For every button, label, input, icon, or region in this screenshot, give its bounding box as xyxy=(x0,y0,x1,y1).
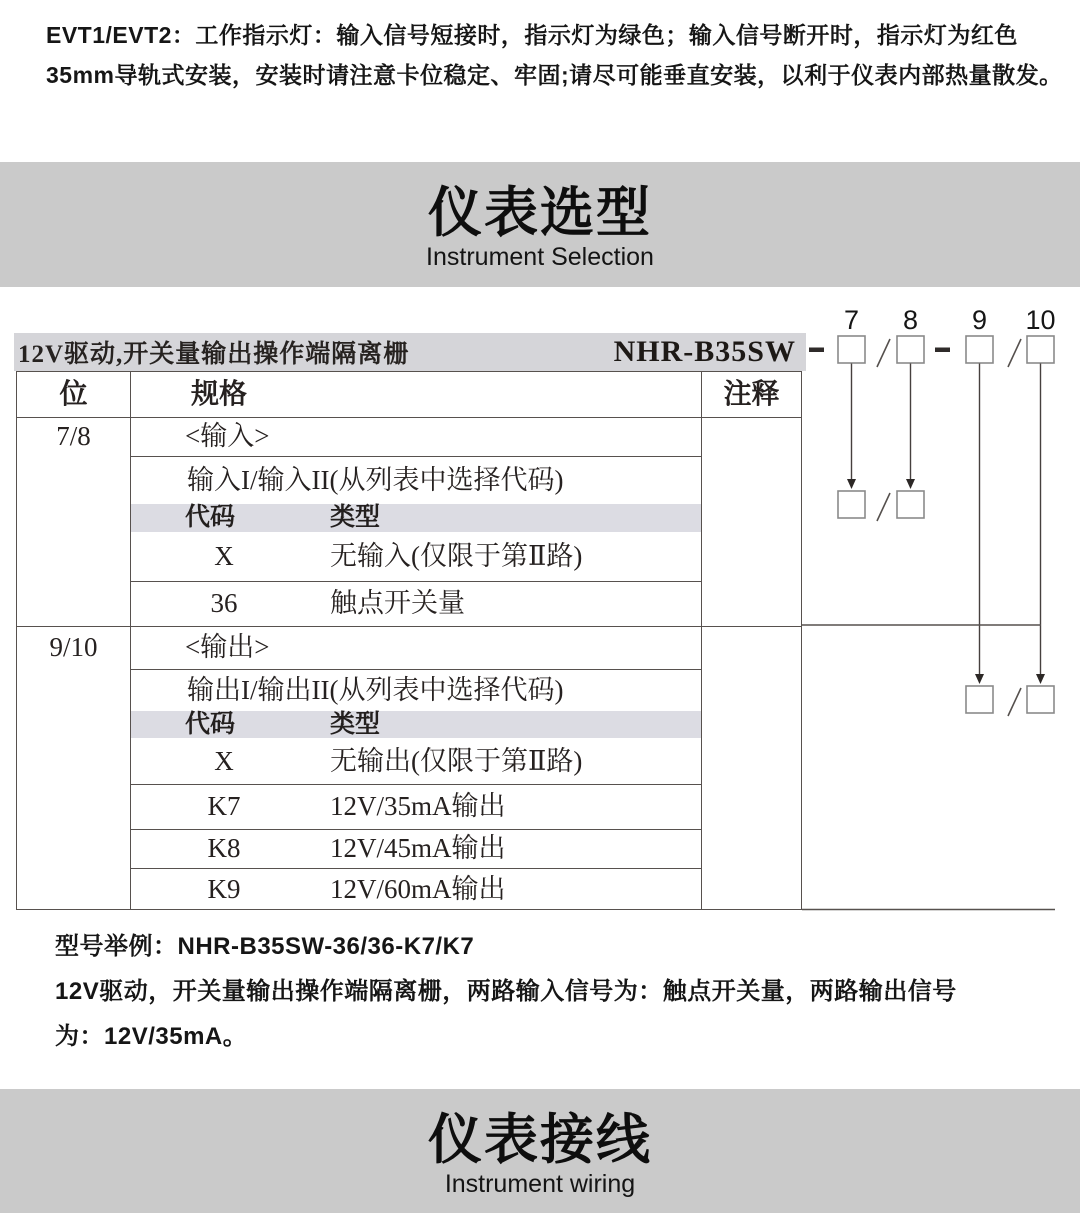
digit-label-8: 8 xyxy=(902,305,919,335)
selection-banner-title: 仪表选型 xyxy=(428,183,652,243)
header-note: 注释 xyxy=(723,379,780,410)
code-value: 36 xyxy=(210,588,238,618)
selection-table xyxy=(16,371,802,910)
code-value: K7 xyxy=(207,791,241,821)
example-line-3: 为：12V/35mA。 xyxy=(55,1023,248,1050)
code-value: X xyxy=(214,746,234,776)
digit-label-10: 10 xyxy=(1025,305,1056,335)
group-title: <输入> xyxy=(185,421,270,451)
input-code-box-2 xyxy=(897,491,924,518)
code-value: K8 xyxy=(207,833,241,863)
slash-separator xyxy=(1008,688,1021,716)
digit-label-9: 9 xyxy=(971,305,988,335)
type-value: 无输出(仅限于第Ⅱ路) xyxy=(330,746,583,776)
selection-banner-subtitle: Instrument Selection xyxy=(426,243,654,271)
type-value: 12V/60mA输出 xyxy=(330,874,506,904)
slash-separator xyxy=(877,339,890,367)
code-box-9 xyxy=(966,336,993,363)
input-code-box-1 xyxy=(838,491,865,518)
group-title: <输出> xyxy=(185,632,270,662)
type-header: 类型 xyxy=(330,504,381,531)
product-description: 12V驱动,开关量输出操作端隔离栅 xyxy=(18,341,410,368)
output-code-box-2 xyxy=(1027,686,1054,713)
wiring-banner xyxy=(0,1089,1080,1213)
row-divider xyxy=(17,417,801,418)
intro-text xyxy=(46,15,1063,95)
code-box-7 xyxy=(838,336,865,363)
digit-label-7: 7 xyxy=(843,305,860,335)
code-value: X xyxy=(214,541,234,571)
code-box-8 xyxy=(897,336,924,363)
section-position: 9/10 xyxy=(49,632,98,662)
header-spec: 规格 xyxy=(191,379,248,410)
type-value: 12V/45mA输出 xyxy=(330,833,506,863)
code-header: 代码 xyxy=(185,504,236,531)
arrow-head xyxy=(1036,674,1045,684)
group-subtitle: 输入I/输入II(从列表中选择代码) xyxy=(187,465,564,495)
section-position: 7/8 xyxy=(56,421,91,451)
intro-line-1: EVT1/EVT2：工作指示灯：输入信号短接时，指示灯为绿色；输入信号断开时，指示灯为红色 xyxy=(46,22,1018,48)
intro-line-2: 35mm导轨式安装，安装时请注意卡位稳定、牢固;请尽可能垂直安装，以利于仪表内部热量散发。 xyxy=(46,62,1063,88)
slash-separator xyxy=(1008,339,1021,367)
section-divider xyxy=(17,626,801,627)
wiring-banner-title: 仪表接线 xyxy=(428,1110,652,1170)
group-subtitle: 输出I/输出II(从列表中选择代码) xyxy=(187,675,564,705)
model-header-bar xyxy=(14,333,806,371)
code-header: 代码 xyxy=(185,711,236,738)
model-example xyxy=(55,924,1035,1059)
model-number: NHR-B35SW xyxy=(613,335,796,368)
header-position: 位 xyxy=(59,379,88,410)
arrow-head xyxy=(906,479,915,489)
dash-separator xyxy=(935,348,950,353)
output-code-box-1 xyxy=(966,686,993,713)
type-value: 12V/35mA输出 xyxy=(330,791,506,821)
arrow-head xyxy=(975,674,984,684)
type-header: 类型 xyxy=(330,711,381,738)
wiring-banner-subtitle: Instrument wiring xyxy=(444,1170,636,1198)
code-value: K9 xyxy=(207,874,241,904)
slash-separator xyxy=(877,493,890,521)
dash-separator xyxy=(809,348,824,353)
type-value: 无输入(仅限于第Ⅱ路) xyxy=(330,541,583,571)
type-value: 触点开关量 xyxy=(330,588,465,618)
example-line-1: 型号举例：NHR-B35SW-36/36-K7/K7 xyxy=(55,933,475,960)
arrow-head xyxy=(847,479,856,489)
code-box-10 xyxy=(1027,336,1054,363)
selection-banner xyxy=(0,162,1080,287)
example-line-2: 12V驱动，开关量输出操作端隔离栅，两路输入信号为：触点开关量，两路输出信号 xyxy=(55,978,957,1005)
